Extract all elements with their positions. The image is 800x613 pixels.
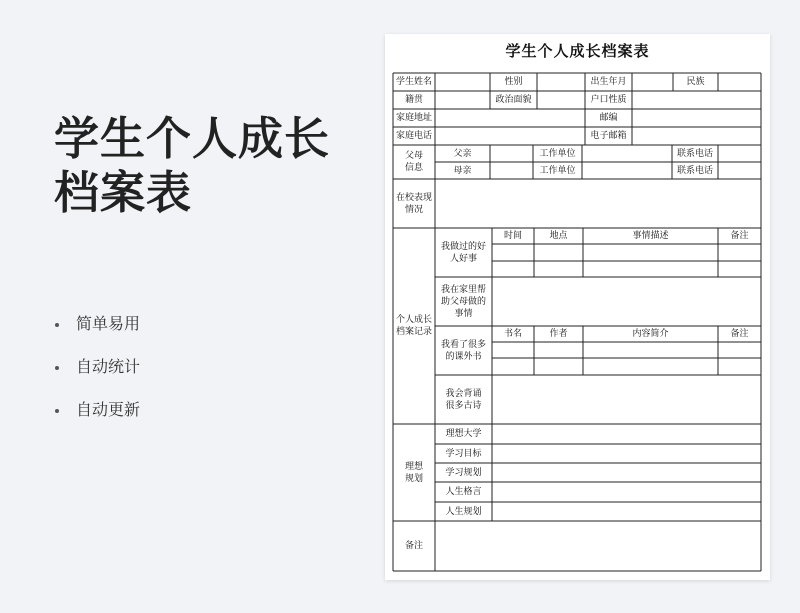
label-home-help: 我在家里帮助父母做的事情 [440,284,486,319]
label-study-goal: 学习目标 [445,448,482,459]
label-life-motto: 人生格言 [445,487,482,497]
label-work-unit-father: 工作单位 [539,148,576,159]
label-study-plan: 学习规划 [445,467,482,478]
header-book-name: 书名 [503,329,522,339]
feature-list [55,309,140,438]
feature-item: 简单易用 [55,309,140,352]
label-ideal-university: 理想大学 [445,429,482,439]
label-ethnicity: 民族 [686,77,705,87]
label-good-deeds: 我做过的好人好事 [440,241,486,264]
label-life-plan: 人生规划 [445,506,482,517]
header-place: 地点 [549,231,568,241]
header-author: 作者 [549,329,568,339]
label-school-performance: 在校表现情况 [396,192,433,215]
label-father: 父亲 [453,148,472,159]
label-household: 户口性质 [590,95,627,105]
label-contact-mother: 联系电话 [676,165,713,176]
form-title: 学生个人成长档案表 [505,42,650,60]
label-ideal-plan: 理想规划 [404,461,423,484]
form-document [385,34,770,580]
label-poems: 我会背诵很多古诗 [445,388,482,411]
label-name: 学生姓名 [395,77,432,87]
label-birth: 出生年月 [590,77,627,87]
label-postcode: 邮编 [599,113,618,123]
label-political: 政治面貌 [495,95,532,105]
label-notes: 备注 [404,541,423,551]
header-time: 时间 [503,231,522,241]
header-description: 事情描述 [632,231,669,241]
feature-item: 自动更新 [55,395,140,438]
label-phone: 家庭电话 [395,131,432,141]
label-mother: 母亲 [453,165,472,176]
label-books-read: 我看了很多的课外书 [440,339,486,362]
label-email: 电子邮箱 [590,131,627,141]
label-origin: 籍贯 [404,95,423,105]
header-remarks-deeds: 备注 [730,231,749,241]
label-growth-record: 个人成长档案记录 [395,315,432,337]
feature-item: 自动统计 [55,352,140,395]
page-title: 学生个人成长档案表 [54,112,331,219]
label-work-unit-mother: 工作单位 [539,165,576,176]
label-parents: 父母信息 [404,151,423,173]
label-address: 家庭地址 [395,113,432,123]
label-gender: 性别 [504,77,523,87]
label-contact-father: 联系电话 [676,148,713,159]
header-summary: 内容简介 [632,329,669,339]
header-remarks-books: 备注 [730,329,749,339]
